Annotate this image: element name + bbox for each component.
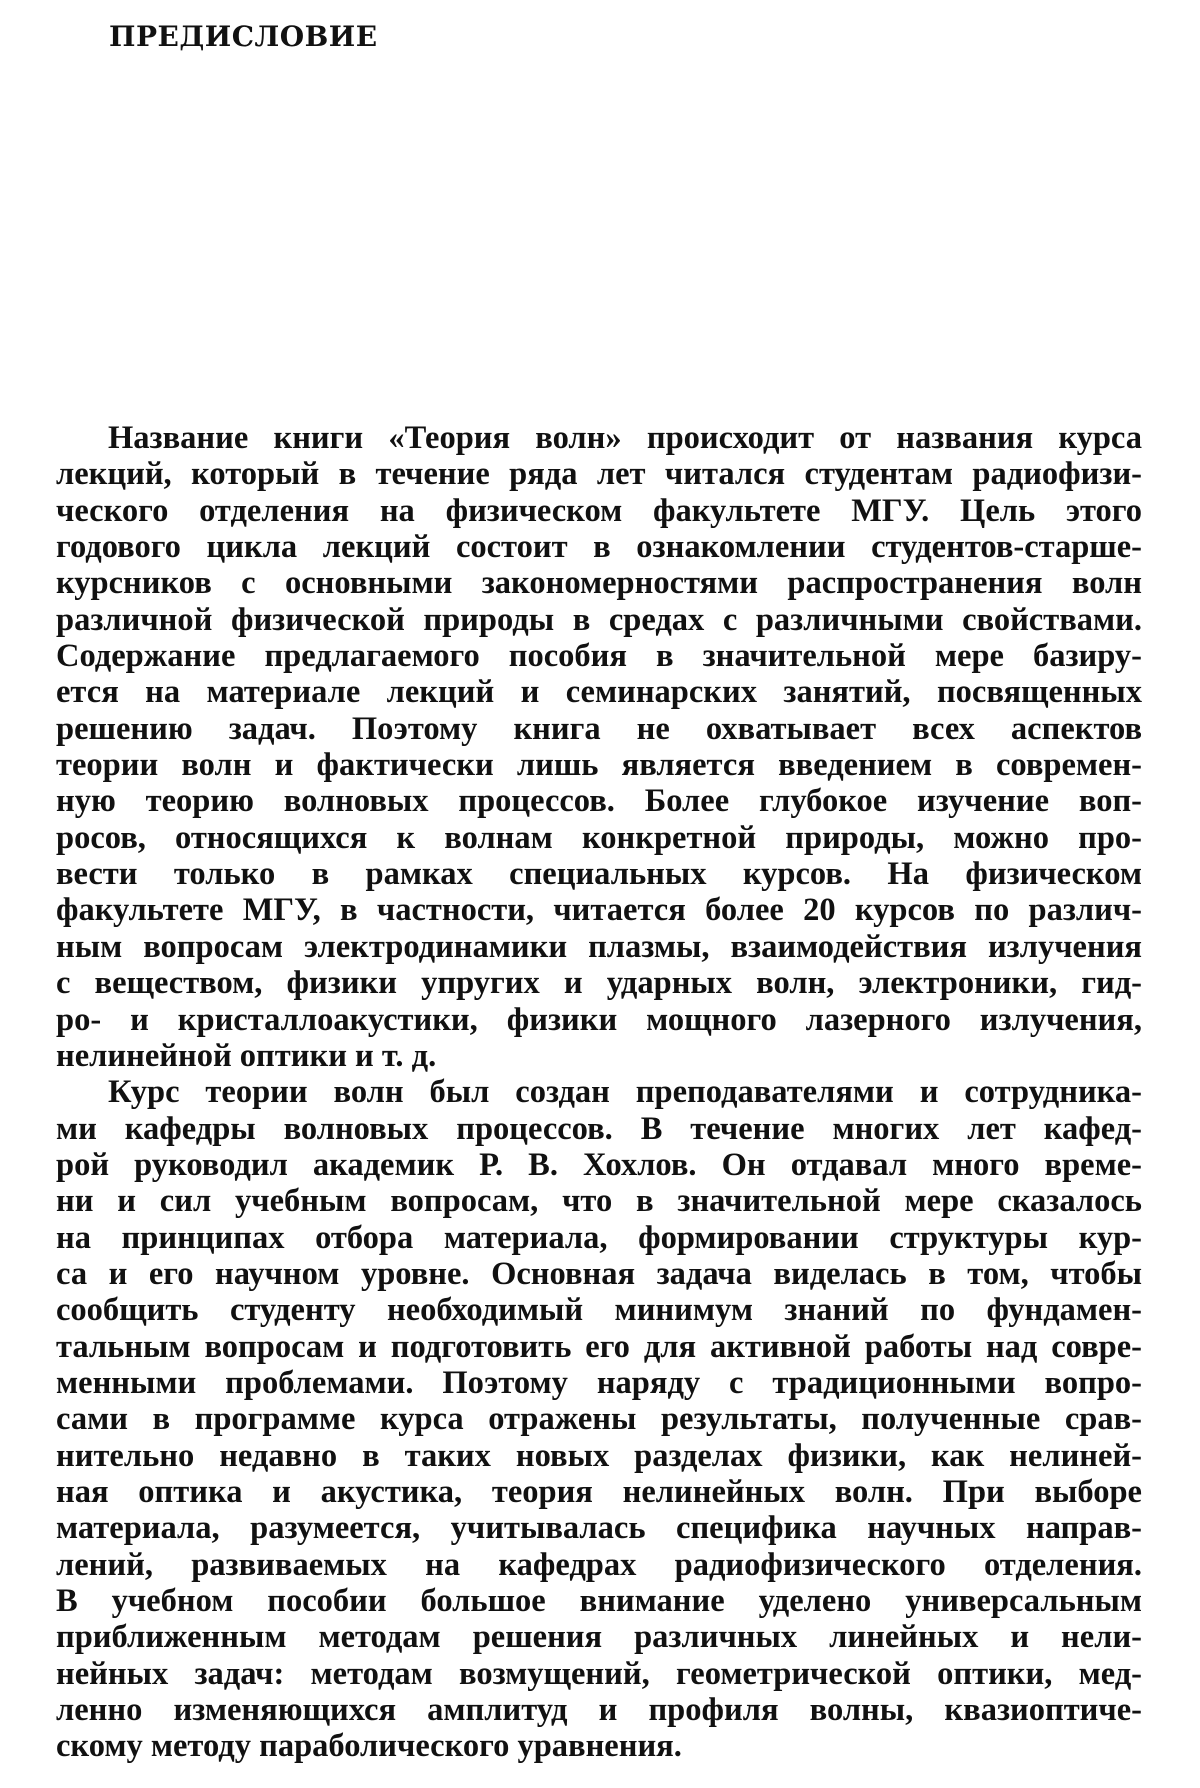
text-line: ческого отделения на физическом факультете МГУ. Цель этого (56, 492, 1142, 529)
text-line: с веществом, физики упругих и ударных волн, электроники, гид- (56, 965, 1142, 1002)
text-line: различной физической природы в средах с различными свойствами. (56, 601, 1142, 638)
text-line: лекций, который в течение ряда лет читался студентам радиофизи- (56, 456, 1142, 493)
text-line: факультете МГУ, в частности, читается более 20 курсов по различ- (56, 892, 1142, 929)
text-line: ми кафедры волновых процессов. В течение многих лет кафед- (56, 1110, 1142, 1147)
text-line: ную теорию волновых процессов. Более глубокое изучение воп- (56, 783, 1142, 820)
text-line: вести только в рамках специальных курсов. На физическом (56, 856, 1142, 893)
text-line: материала, разумеется, учитывалась специфика научных направ- (56, 1510, 1142, 1547)
text-line: ная оптика и акустика, теория нелинейных волн. При выборе (56, 1473, 1142, 1510)
text-line: скому методу параболического уравнения. (56, 1728, 682, 1765)
text-line: лений, развиваемых на кафедрах радиофизического отделения. (56, 1546, 1142, 1583)
body-text (56, 420, 1142, 1765)
paragraph-1 (56, 420, 1142, 1074)
text-line: решению задач. Поэтому книга не охватывает всех аспектов (56, 710, 1142, 747)
text-line: курсников с основными закономерностями распространения волн (56, 565, 1142, 602)
text-line: нительно недавно в таких новых разделах физики, как нелиней- (56, 1437, 1142, 1474)
text-line: приближенным методам решения различных линейных и нели- (56, 1619, 1142, 1656)
text-line: ни и сил учебным вопросам, что в значительной мере сказалось (56, 1183, 1142, 1220)
text-line: ро- и кристаллоакустики, физики мощного лазерного излучения, (56, 1001, 1142, 1038)
page-heading: ПРЕДИСЛОВИЕ (109, 20, 378, 53)
text-line: Содержание предлагаемого пособия в значительной мере базиру- (56, 638, 1142, 675)
text-line: менными проблемами. Поэтому наряду с традиционными вопро- (56, 1364, 1142, 1401)
text-line: ется на материале лекций и семинарских занятий, посвященных (56, 674, 1142, 711)
text-line: ным вопросам электродинамики плазмы, взаимодействия излучения (56, 928, 1142, 965)
text-line: на принципах отбора материала, формировании структуры кур- (56, 1219, 1142, 1256)
text-line: В учебном пособии большое внимание уделено универсальным (56, 1583, 1142, 1619)
text-line: Название книги «Теория волн» происходит от названия курса (108, 420, 1142, 456)
text-line: нелинейной оптики и т. д. (56, 1037, 437, 1074)
text-line: рой руководил академик Р. В. Хохлов. Он отдавал много време- (56, 1146, 1142, 1183)
text-line: теории волн и фактически лишь является введением в современ- (56, 747, 1142, 784)
text-line: ленно изменяющихся амплитуд и профиля волны, квазиоптиче- (56, 1692, 1142, 1729)
text-line: росов, относящихся к волнам конкретной природы, можно про- (56, 819, 1142, 856)
text-line: сообщить студенту необходимый минимум знаний по фундамен- (56, 1292, 1142, 1329)
text-line: тальным вопросам и подготовить его для активной работы над совре- (56, 1328, 1142, 1365)
text-line: нейных задач: методам возмущений, геометрической оптики, мед- (56, 1655, 1142, 1692)
text-line: годового цикла лекций состоит в ознакомлении студентов-старше- (56, 529, 1142, 566)
text-line: са и его научном уровне. Основная задача виделась в том, чтобы (56, 1255, 1142, 1292)
text-line: сами в программе курса отражены результаты, полученные срав- (56, 1401, 1142, 1438)
text-line: Курс теории волн был создан преподавателями и сотрудника- (108, 1074, 1142, 1111)
paragraph-2 (56, 1074, 1142, 1765)
